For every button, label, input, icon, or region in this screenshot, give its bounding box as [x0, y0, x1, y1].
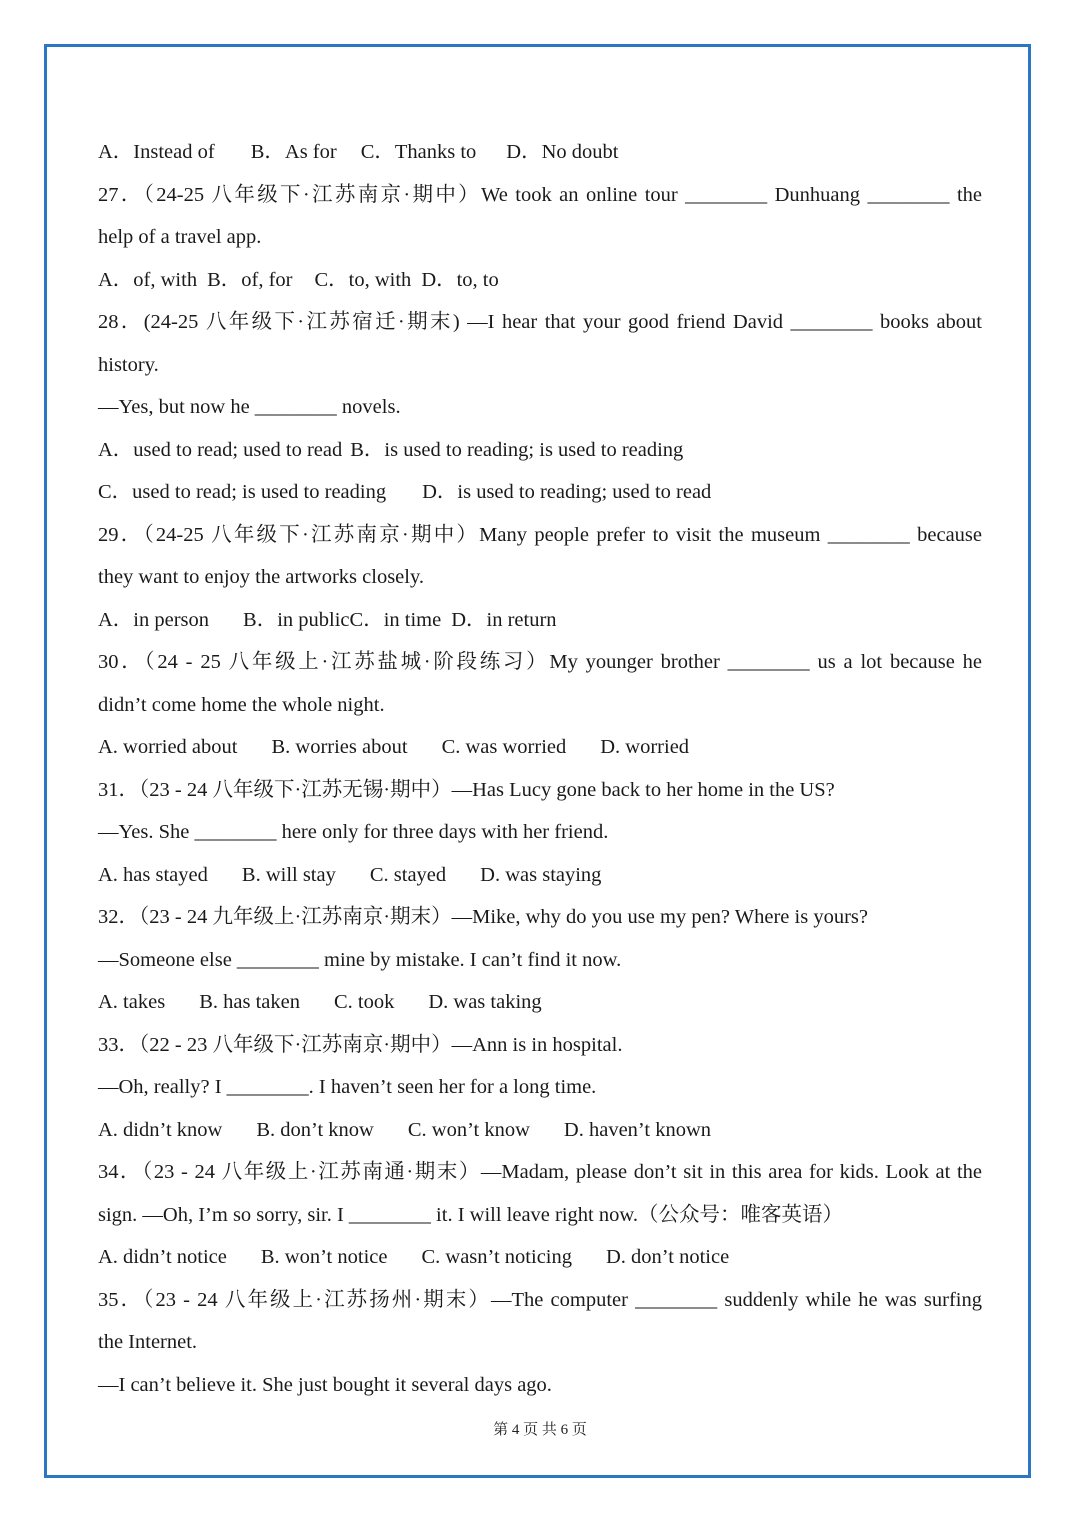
option: D. was staying [480, 863, 602, 886]
q29-options [98, 599, 982, 642]
q28-stem: 28．(24-25 八年级下·江苏宿迁·期末) —I hear that your good friend David ________ books about [98, 311, 982, 333]
option: C. was worried [441, 736, 567, 758]
option: A. worried about [98, 736, 238, 758]
option: B. won’t notice [260, 1246, 388, 1268]
option: D．in return [451, 608, 557, 631]
q35-stem-reply: —I can’t believe it. She just bought it several days ago. [98, 1373, 552, 1396]
option: A．Instead of [98, 141, 215, 163]
q26-options [98, 131, 982, 174]
q35-stem: 35．（23 - 24 八年级上·江苏扬州·期末）—The computer ________ suddenly while he was surfing [98, 1288, 982, 1311]
option: B．of, for [207, 268, 293, 291]
q33-stem-reply: —Oh, really? I ________. I haven’t seen her for a long time. [98, 1076, 597, 1098]
q35-stem-cont: the Internet. [98, 1331, 198, 1353]
option: D. was taking [428, 991, 542, 1013]
option: D．No doubt [506, 141, 619, 163]
option: D. haven’t known [563, 1118, 712, 1141]
q33-options [98, 1109, 982, 1152]
q32-options [98, 981, 982, 1024]
option: C．to, with [314, 268, 412, 291]
option: C. took [333, 991, 395, 1013]
option: D．is used to reading; used to read [422, 481, 712, 503]
q34-stem-cont: sign. —Oh, I’m so sorry, sir. I ________ it. I will leave right now.（公众号：唯客英语） [98, 1203, 843, 1226]
q28-stem-cont: history. [98, 353, 159, 376]
q28-stem-reply: —Yes, but now he ________ novels. [98, 396, 401, 418]
option: B．in public [243, 608, 350, 631]
q32-stem: 32．（23 - 24 九年级上·江苏南京·期末）—Mike, why do you use my pen? Where is yours? [98, 906, 868, 928]
option: D. don’t notice [606, 1246, 730, 1268]
q28-options-row1 [98, 429, 982, 472]
q29-stem-cont: they want to enjoy the artworks closely. [98, 566, 425, 588]
option: B．As for [250, 141, 337, 163]
q34-stem: 34．（23 - 24 八年级上·江苏南通·期末）—Madam, please don’t sit in this area for kids. Look at the [98, 1161, 982, 1183]
option: B．is used to reading; is used to reading [350, 438, 684, 461]
option: B. will stay [241, 863, 336, 886]
q31-options [98, 854, 982, 897]
option: C. won’t know [407, 1118, 530, 1141]
option: A. didn’t notice [98, 1246, 227, 1268]
option: B. worries about [271, 736, 408, 758]
q34-options [98, 1236, 982, 1279]
option: A. takes [98, 991, 166, 1013]
option: A．in person [98, 608, 210, 631]
option: C. stayed [369, 863, 447, 886]
option: B. has taken [199, 991, 300, 1013]
option: D．to, to [421, 268, 499, 291]
q30-options [98, 726, 982, 769]
q27-stem-cont: help of a travel app. [98, 226, 262, 248]
q31-stem: 31．（23 - 24 八年级下·江苏无锡·期中）—Has Lucy gone back to her home in the US? [98, 778, 835, 801]
option: B. don’t know [256, 1118, 374, 1141]
option: A. didn’t know [98, 1118, 223, 1141]
option: C．Thanks to [360, 141, 477, 163]
option: A. has stayed [98, 863, 208, 886]
option: D. worried [600, 736, 690, 758]
option: C．in time [349, 608, 442, 631]
option: A．used to read; used to read [98, 438, 343, 461]
q29-stem: 29．（24-25 八年级下·江苏南京·期中）Many people prefer to visit the museum ________ because [98, 523, 982, 546]
page-footer: 第 4 页 共 6 页 [493, 1422, 587, 1438]
q30-stem-cont: didn’t come home the whole night. [98, 693, 385, 716]
q31-stem-reply: —Yes. She ________ here only for three days with her friend. [98, 821, 609, 843]
q30-stem: 30．（24 - 25 八年级上·江苏盐城·阶段练习）My younger brother ________ us a lot because he [98, 651, 982, 673]
q33-stem: 33．（22 - 23 八年级下·江苏南京·期中）—Ann is in hospital. [98, 1033, 623, 1056]
option: C．used to read; is used to reading [98, 481, 387, 503]
q32-stem-reply: —Someone else ________ mine by mistake. I can’t find it now. [98, 948, 622, 971]
q28-options-row2 [98, 471, 982, 514]
question-list [98, 131, 982, 1406]
option: A．of, with [98, 268, 198, 291]
q27-options [98, 259, 982, 302]
q27-stem: 27．（24-25 八年级下·江苏南京·期中）We took an online tour ________ Dunhuang ________ the [98, 183, 982, 206]
option: C. wasn’t noticing [421, 1246, 572, 1268]
